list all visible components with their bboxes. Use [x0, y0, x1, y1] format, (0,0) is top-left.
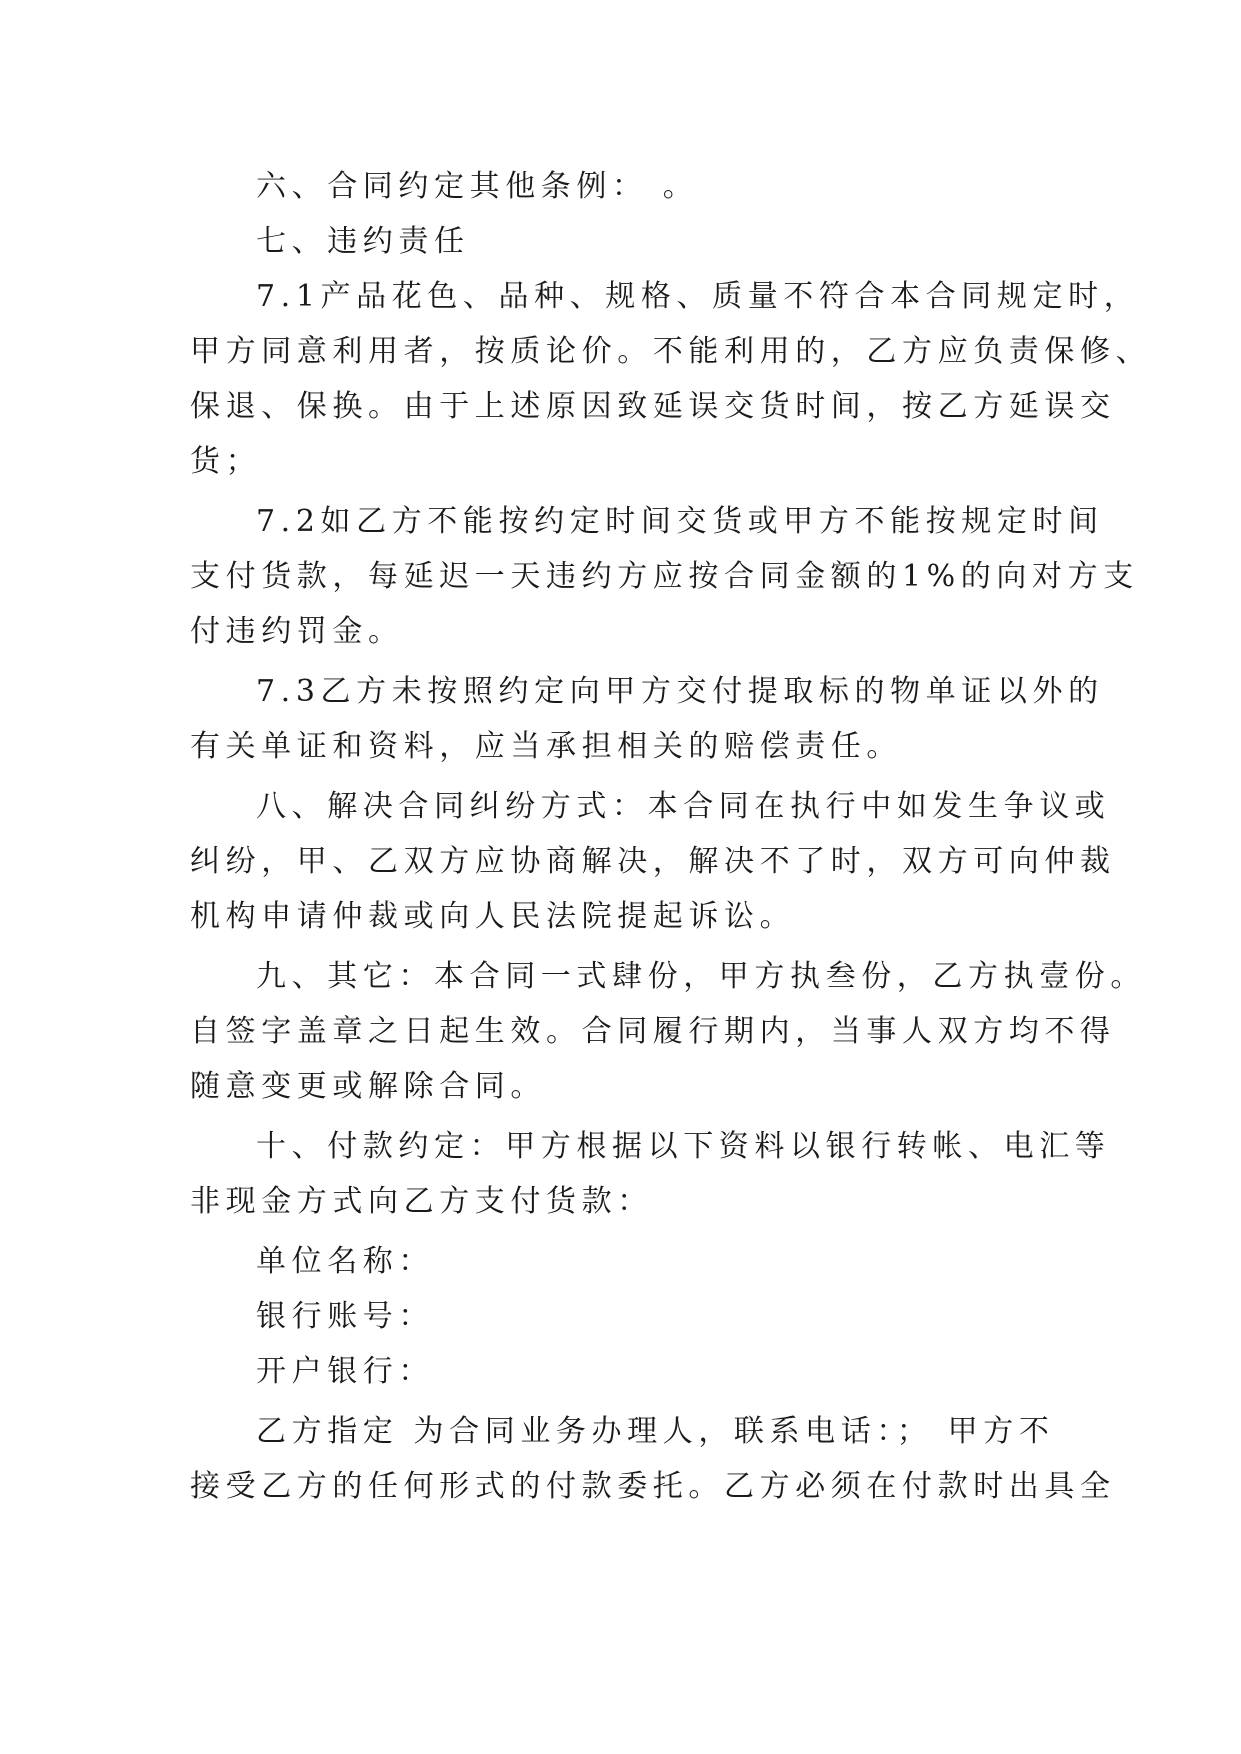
clause-6-line: 六、合同约定其他条例： 。 [256, 169, 699, 204]
clause-7-2-line-1: 7.2如乙方不能按约定时间交货或甲方不能按规定时间 [256, 504, 1104, 539]
clause-8-line-1: 八、解决合同纠纷方式：本合同在执行中如发生争议或 [256, 789, 1111, 824]
clause-7-1-line-1: 7.1产品花色、品种、规格、质量不符合本合同规定时， [256, 279, 1140, 314]
clause-7-heading: 七、违约责任 [256, 224, 470, 259]
payee-name-line: 单位名称： [256, 1244, 434, 1279]
bank-account-line: 银行账号： [256, 1299, 434, 1334]
clause-7-1-line-2: 甲方同意利用者，按质论价。不能利用的，乙方应负责保修、 [190, 334, 1152, 369]
clause-7-3-line-1: 7.3乙方未按照约定向甲方交付提取标的物单证以外的 [256, 674, 1104, 709]
clause-8-line-2: 纠纷，甲、乙双方应协商解决，解决不了时，双方可向仲裁 [190, 844, 1116, 879]
opening-bank-line: 开户银行： [256, 1354, 434, 1389]
clause-10-line-1: 十、付款约定：甲方根据以下资料以银行转帐、电汇等 [256, 1129, 1111, 1164]
clause-10-line-2: 非现金方式向乙方支付货款： [190, 1184, 653, 1219]
clause-8-line-3: 机构申请仲裁或向人民法院提起诉讼。 [190, 899, 796, 934]
clause-7-1-line-3: 保退、保换。由于上述原因致延误交货时间，按乙方延误交 [190, 389, 1116, 424]
clause-7-3-line-2: 有关单证和资料，应当承担相关的赔偿责任。 [190, 729, 902, 764]
clause-9-line-3: 随意变更或解除合同。 [190, 1069, 546, 1104]
clause-9-line-2: 自签字盖章之日起生效。合同履行期内，当事人双方均不得 [190, 1014, 1116, 1049]
agent-line-2: 接受乙方的任何形式的付款委托。乙方必须在付款时出具全 [190, 1469, 1116, 1504]
clause-7-2-line-2: 支付货款，每延迟一天违约方应按合同金额的1%的向对方支 [190, 559, 1139, 594]
clause-9-line-1: 九、其它：本合同一式肆份，甲方执叁份，乙方执壹份。 [256, 959, 1146, 994]
agent-line-1: 乙方指定 为合同业务办理人，联系电话：； 甲方不 [256, 1414, 1055, 1449]
clause-7-2-line-3: 付违约罚金。 [190, 614, 404, 649]
clause-7-1-line-4: 货； [190, 444, 262, 479]
